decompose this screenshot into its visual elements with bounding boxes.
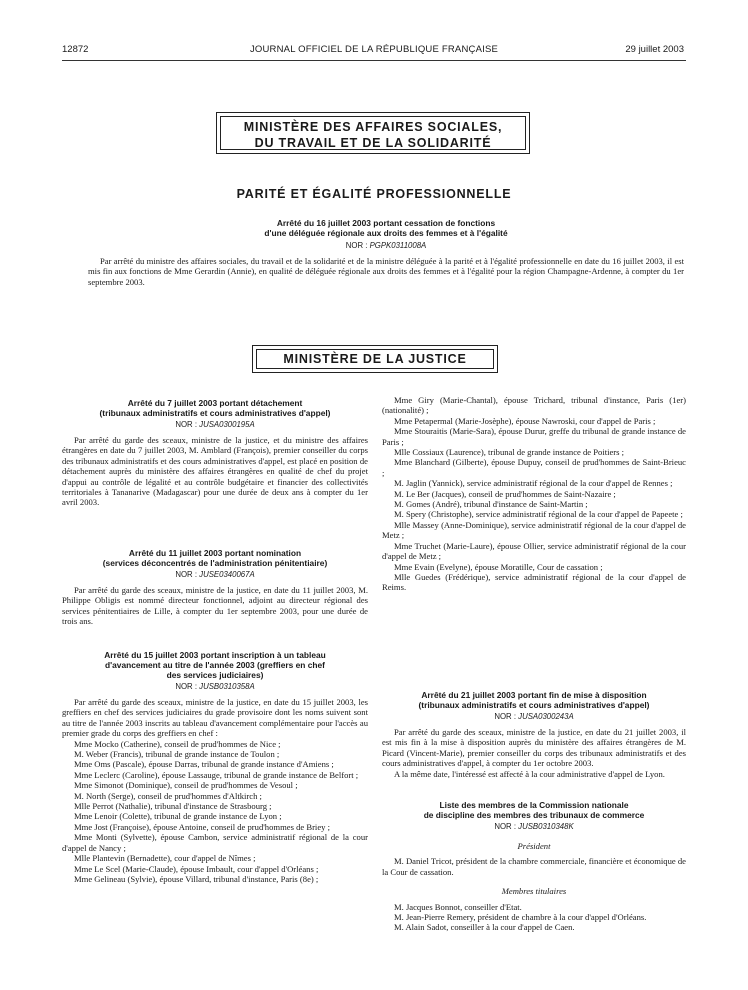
list-item: Mlle Massey (Anne-Dominique), service administratif régional de la cour d'appel de Metz ; xyxy=(382,519,686,541)
page-number: 12872 xyxy=(62,44,89,55)
ministry-line-2: DU TRAVAIL ET DE LA SOLIDARITÉ xyxy=(254,136,492,150)
list-item: Mlle Guedes (Frédérique), service administratif régional de la cour d'appel de Reims. xyxy=(382,571,686,593)
list-title-line: de discipline des membres des tribunaux de commerce xyxy=(423,810,645,820)
decree-title-line: des services judiciaires) xyxy=(166,670,264,680)
list-item: Mme Giry (Marie-Chantal), épouse Trichard, tribunal d'instance, Paris (1er) (nationalité) ; xyxy=(382,395,686,416)
decree-title-line: d'avancement au titre de l'année 2003 (greffiers en chef xyxy=(105,660,325,670)
list-item: M. Jean-Pierre Remery, président de chambre à la cour d'appel d'Orléans. xyxy=(394,912,647,923)
header-rule xyxy=(62,60,686,61)
ministry-box-inner: MINISTÈRE DE LA JUSTICE xyxy=(256,349,494,369)
running-header xyxy=(0,44,748,58)
issue-date: 29 juillet 2003 xyxy=(625,44,684,55)
decree-nomination xyxy=(62,548,368,627)
list-item: Mme Leclerc (Caroline), épouse Lassauge, tribunal de grande instance de Belfort ; xyxy=(74,769,359,780)
list-item: M. Le Ber (Jacques), conseil de prud'hommes de Saint-Nazaire ; xyxy=(394,488,616,499)
promotion-list-left xyxy=(62,739,368,885)
ministry-box-social-affairs xyxy=(216,112,530,154)
nor-label: NOR : xyxy=(175,420,197,429)
commission-member-list xyxy=(382,800,686,933)
nor-label: NOR : xyxy=(494,822,516,831)
decree-body: Par arrêté du garde des sceaux, ministre de la justice, en date du 21 juillet 2003, il est mis fin à la mise à disposition auprès du ministère des affaires étrangères de M. Picard (Vincent-Marie), premier conseiller du corps des tribunaux administratifs et des cours administratives d'appel, à compter du 1er octobre 2003. xyxy=(382,727,686,769)
list-item: M. Weber (Francis), tribunal de grande instance de Toulon ; xyxy=(74,749,280,760)
list-item: M. Alain Sadot, conseiller à la cour d'appel de Caen. xyxy=(394,922,575,933)
nor-code: JUSB0310348K xyxy=(518,822,574,831)
decree-tableau-avancement xyxy=(62,650,368,884)
president-text: M. Daniel Tricot, président de la chambre commerciale, financière et économique de la Cour de cassation. xyxy=(382,856,686,877)
list-item: Mlle Perrot (Nathalie), tribunal d'instance de Strasbourg ; xyxy=(74,801,272,812)
decree-title-line: Arrêté du 7 juillet 2003 portant détachement xyxy=(127,398,303,408)
ministry-line-1: MINISTÈRE DES AFFAIRES SOCIALES, xyxy=(243,120,503,134)
list-item: Mme Mocko (Catherine), conseil de prud'hommes de Nice ; xyxy=(74,738,281,749)
decree-title xyxy=(62,398,368,418)
list-title-line: Liste des membres de la Commission nationale xyxy=(439,800,629,810)
list-item: Mme Stouraitis (Marie-Sara), épouse Durur, greffe du tribunal de grande instance de Paris ; xyxy=(382,426,686,447)
decree-body: A la même date, l'intéressé est affecté à la cour administrative d'appel de Lyon. xyxy=(394,768,665,779)
section-title-parity: PARITÉ ET ÉGALITÉ PROFESSIONNELLE xyxy=(236,187,512,201)
list-item: Mlle Cossiaux (Laurence), tribunal de grande instance de Poitiers ; xyxy=(394,447,625,458)
list-item: M. Spery (Christophe), service administratif régional de la cour d'appel de Papeete ; xyxy=(394,509,683,520)
decree-title-line: Arrêté du 11 juillet 2003 portant nomination xyxy=(128,548,302,558)
decree-detachement xyxy=(62,398,368,508)
decree-body: Par arrêté du garde des sceaux, ministre de la justice, et du ministre des affaires étrangères en date du 7 juillet 2003, M. Amblard (François), premier conseiller du corps des tribunaux administratifs et des cours administratives d'appel, est placé en position de détachement auprès du ministère des affaires étrangères en qualité de chef du projet d'appui au contrôle de légalité et au contrôle budgétaire et financier des collectivités territoriales à Tananarive (Madagascar) pour une durée de deux ans à compter du 1er avril 2003. xyxy=(62,435,368,508)
nor-label: NOR : xyxy=(175,682,197,691)
decree-title xyxy=(88,218,684,238)
list-item: M. Jacques Bonnot, conseiller d'Etat. xyxy=(394,901,522,912)
list-item: M. North (Serge), conseil de prud'hommes d'Altkirch ; xyxy=(74,790,262,801)
decree-body: Par arrêté du garde des sceaux, ministre de la justice, en date du 11 juillet 2003, M. Philippe Obligis est nommé directeur fonctionnel, adjoint au directeur régional des services pénitentiaires de Lille, à compter du 1er septembre 2003, pour une durée de trois ans. xyxy=(62,585,368,627)
nor-code: JUSA0300243A xyxy=(518,712,574,721)
decree-title xyxy=(62,650,368,680)
nor-code: JUSE0340067A xyxy=(199,570,255,579)
decree-title-line: Arrêté du 16 juillet 2003 portant cessation de fonctions xyxy=(276,218,496,228)
nor-reference xyxy=(88,241,684,251)
list-item: Mme Petapermal (Marie-Josèphe), épouse Nawroski, cour d'appel de Paris ; xyxy=(394,415,656,426)
list-item: Mme Oms (Pascale), épouse Darras, tribunal de grande instance d'Amiens ; xyxy=(74,759,334,770)
decree-parity xyxy=(88,218,684,287)
decree-title-line: (tribunaux administratifs et cours administratives d'appel) xyxy=(418,700,650,710)
nor-reference xyxy=(62,682,368,692)
decree-body: Par arrêté du ministre des affaires sociales, du travail et de la solidarité et de la ministre déléguée à la parité et à l'égalité professionnelle en date du 16 juillet 2003, il est mis fin aux fonctions de Mme Gerardin (Annie), en qualité de déléguée régionale aux droits des femmes et à l'égalité pour la région Champagne-Ardenne, à compter du 1er septembre 2003. xyxy=(88,256,684,287)
promotion-list-continued xyxy=(382,395,686,593)
list-title xyxy=(382,800,686,820)
ministry-box-inner xyxy=(220,116,526,150)
nor-reference xyxy=(62,420,368,430)
ministry-box-justice xyxy=(252,345,498,373)
nor-reference xyxy=(382,822,686,832)
list-item: Mme Simonot (Dominique), conseil de prud'hommes de Vesoul ; xyxy=(74,780,298,791)
decree-title-line: (tribunaux administratifs et cours administratives d'appel) xyxy=(99,408,331,418)
nor-code: PGPK0311008A xyxy=(369,241,427,250)
list-item: Mlle Plantevin (Bernadette), cour d'appel de Nîmes ; xyxy=(74,853,256,864)
list-item: Mme Jost (Françoise), épouse Antoine, conseil de prud'hommes de Briey ; xyxy=(74,821,330,832)
promotion-list-right xyxy=(382,395,686,593)
list-item: Mme Truchet (Marie-Laure), épouse Ollier, service administratif régional de la cour d'appel de Metz ; xyxy=(382,540,686,562)
president-heading: Président xyxy=(517,841,551,851)
list-item: Mme Blanchard (Gilberte), épouse Dupuy, conseil de prud'hommes de Saint-Brieuc ; xyxy=(382,457,686,478)
list-item: Mme Evain (Evelyne), épouse Moratille, Cour de cassation ; xyxy=(394,561,603,572)
list-item: M. Jaglin (Yannick), service administratif régional de la cour d'appel de Rennes ; xyxy=(394,478,673,489)
members-heading: Membres titulaires xyxy=(501,886,567,897)
decree-title-line: Arrêté du 21 juillet 2003 portant fin de mise à disposition xyxy=(421,690,647,700)
decree-title-line: Arrêté du 15 juillet 2003 portant inscription à un tableau xyxy=(104,650,326,660)
nor-code: JUSA0300195A xyxy=(199,420,255,429)
decree-title-line: d'une déléguée régionale aux droits des femmes et à l'égalité xyxy=(264,228,508,238)
list-item: M. Gomes (André), tribunal d'instance de Saint-Martin ; xyxy=(394,499,588,510)
list-item: Mme Monti (Sylvette), épouse Cambon, service administratif régional de la cour d'appel de Nancy ; xyxy=(62,832,368,853)
nor-reference xyxy=(62,570,368,580)
list-item: Mme Le Scel (Marie-Claude), épouse Imbault, cour d'appel d'Orléans ; xyxy=(74,863,319,874)
nor-code: JUSB0310358A xyxy=(199,682,255,691)
decree-title xyxy=(382,690,686,710)
decree-body: Par arrêté du garde des sceaux, ministre de la justice, en date du 15 juillet 2003, les greffiers en chef des services judiciaires du grade provisoire dont les noms suivent sont au titre de l'année 2003 inscrits au tableau d'avancement complémentaire pour l'accès au premier grade du corps des greffiers en chef : xyxy=(62,697,368,739)
nor-reference xyxy=(382,712,686,722)
journal-title: JOURNAL OFFICIEL DE LA RÉPUBLIQUE FRANÇAISE xyxy=(249,44,499,55)
nor-label: NOR : xyxy=(175,570,197,579)
nor-label: NOR : xyxy=(494,712,516,721)
list-item: Mme Lenoir (Colette), tribunal de grande instance de Lyon ; xyxy=(74,811,282,822)
members-list xyxy=(382,902,686,933)
decree-title xyxy=(62,548,368,568)
decree-title-line: (services déconcentrés de l'administration pénitentiaire) xyxy=(102,558,328,568)
list-item: Mme Gelineau (Sylvie), épouse Villard, tribunal d'instance, Paris (8e) ; xyxy=(74,873,319,884)
decree-fin-mise-a-disposition xyxy=(382,690,686,779)
nor-label: NOR : xyxy=(345,241,368,250)
